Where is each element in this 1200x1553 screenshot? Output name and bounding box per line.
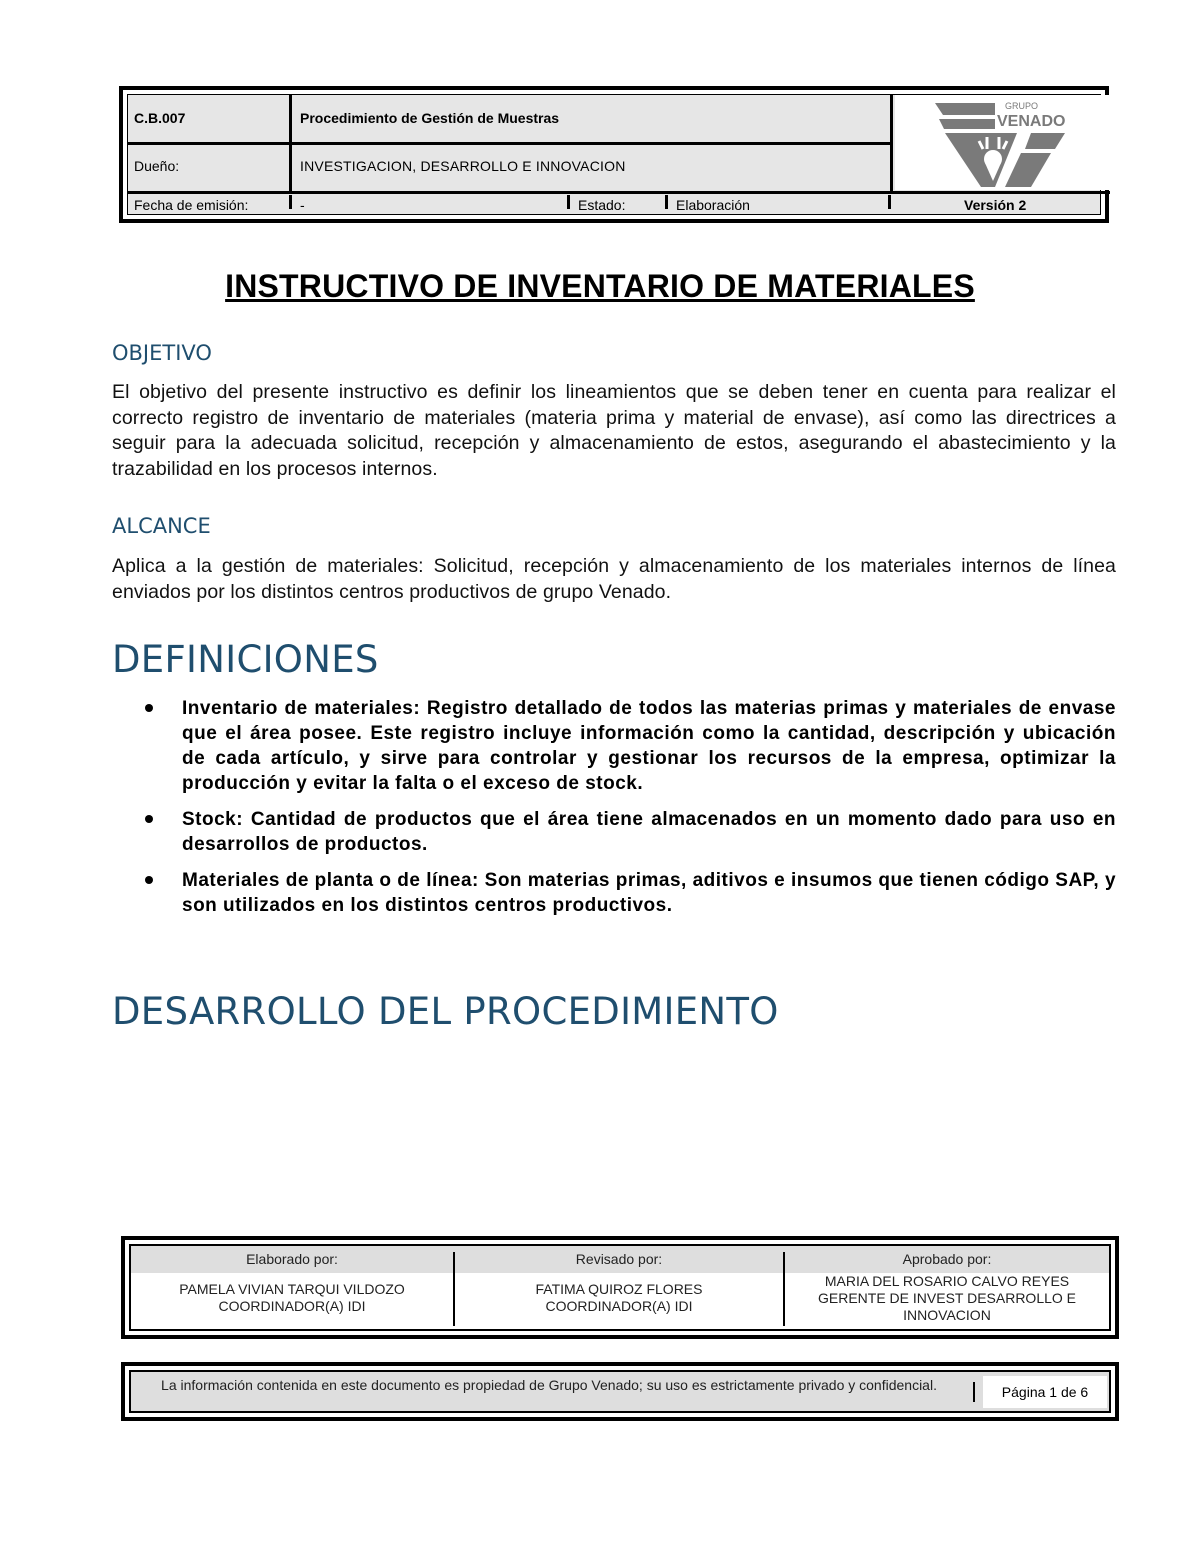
version: Versión 2 <box>964 197 1027 213</box>
reviewed-by <box>455 1246 783 1315</box>
divider <box>289 95 292 144</box>
owner-value: INVESTIGACION, DESARROLLO E INNOVACION <box>300 158 626 174</box>
definition-text: Inventario de materiales: Registro detallado de todos las materias primas y materiales de envase que el área posee. Este registro incluye información como la cantidad, descripción y ubicación de cada artículo, y sirve para controlar y gestionar los recursos de la empresa, optimizar la producción y evitar la falta o el exceso de stock. <box>182 698 1116 794</box>
bullet-icon <box>145 876 153 884</box>
divider <box>973 1382 975 1402</box>
confidentiality-text: La información contenida en este documento es propiedad de Grupo Venado; su uso es estrictamente privado y confidencial. <box>161 1377 937 1393</box>
reviewed-role: COORDINADOR(A) IDI <box>545 1298 693 1314</box>
scope-text: Aplica a la gestión de materiales: Solicitud, recepción y almacenamiento de los materiales internos de línea enviados por los distintos centros productivos de grupo Venado. <box>112 555 1116 603</box>
status-value: Elaboración <box>676 197 750 213</box>
list-item <box>112 868 1116 918</box>
issue-date-label: Fecha de emisión: <box>134 197 249 213</box>
signature-table-inner <box>129 1244 1111 1331</box>
divider <box>289 145 292 193</box>
approved-label: Aprobado por: <box>902 1251 992 1267</box>
approved-name: MARIA DEL ROSARIO CALVO REYES <box>824 1273 1070 1289</box>
owner-label: Dueño: <box>134 158 180 174</box>
divider <box>289 195 292 209</box>
divider <box>128 191 1110 194</box>
objective-heading: OBJETIVO <box>112 341 212 365</box>
approved-by <box>785 1246 1109 1324</box>
signature-table <box>121 1236 1119 1339</box>
list-item <box>112 696 1116 796</box>
definitions-heading: DEFINICIONES <box>112 638 379 681</box>
elaborated-name: PAMELA VIVIAN TARQUI VILDOZO <box>179 1281 405 1297</box>
document-header <box>119 86 1109 223</box>
definition-text: Materiales de planta o de línea: Son materias primas, aditivos e insumos que tienen código SAP, y son utilizados en los distintos centros productivos. <box>182 870 1117 916</box>
divider <box>890 95 893 193</box>
elaborated-label: Elaborado por: <box>246 1251 338 1267</box>
approved-role: GERENTE DE INVEST DESARROLLO E INNOVACION <box>817 1290 1077 1323</box>
document-header-inner <box>127 94 1101 215</box>
divider <box>665 195 668 209</box>
bullet-icon <box>145 815 153 823</box>
company-logo <box>895 95 1110 190</box>
svg-text:GRUPO: GRUPO <box>1005 101 1039 111</box>
definitions-list <box>112 696 1116 929</box>
list-item <box>112 807 1116 857</box>
page-number: Página 1 de 6 <box>983 1376 1107 1408</box>
development-heading: DESARROLLO DEL PROCEDIMIENTO <box>112 990 779 1033</box>
procedure-name: Procedimiento de Gestión de Muestras <box>300 110 560 126</box>
divider <box>567 195 570 209</box>
confidentiality-footer <box>121 1362 1119 1421</box>
elaborated-role: COORDINADOR(A) IDI <box>218 1298 366 1314</box>
venado-logo-icon <box>935 101 1075 189</box>
objective-text: El objetivo del presente instructivo es definir los lineamientos que se deben tener en cuenta para realizar el correcto registro de inventario de materiales (materia prima y material de envase), así como las directrices a seguir para la adecuada solicitud, recepción y almacenamiento de estos, asegurando el abastecimiento y la trazabilidad en los procesos internos. <box>112 381 1116 480</box>
svg-text:VENADO: VENADO <box>997 113 1066 130</box>
bullet-icon <box>145 704 153 712</box>
divider <box>128 142 891 145</box>
reviewed-label: Revisado por: <box>575 1251 663 1267</box>
divider <box>888 195 891 209</box>
confidentiality-footer-inner <box>129 1370 1111 1413</box>
elaborated-by <box>131 1246 453 1315</box>
reviewed-name: FATIMA QUIROZ FLORES <box>535 1281 703 1297</box>
document-code: C.B.007 <box>134 110 186 126</box>
definition-text: Stock: Cantidad de productos que el área tiene almacenados en un momento dado para uso en desarrollos de productos. <box>182 809 1116 855</box>
status-label: Estado: <box>578 197 626 213</box>
document-title: INSTRUCTIVO DE INVENTARIO DE MATERIALES <box>225 268 975 304</box>
scope-heading: ALCANCE <box>112 514 211 538</box>
issue-date-value: - <box>300 197 305 213</box>
